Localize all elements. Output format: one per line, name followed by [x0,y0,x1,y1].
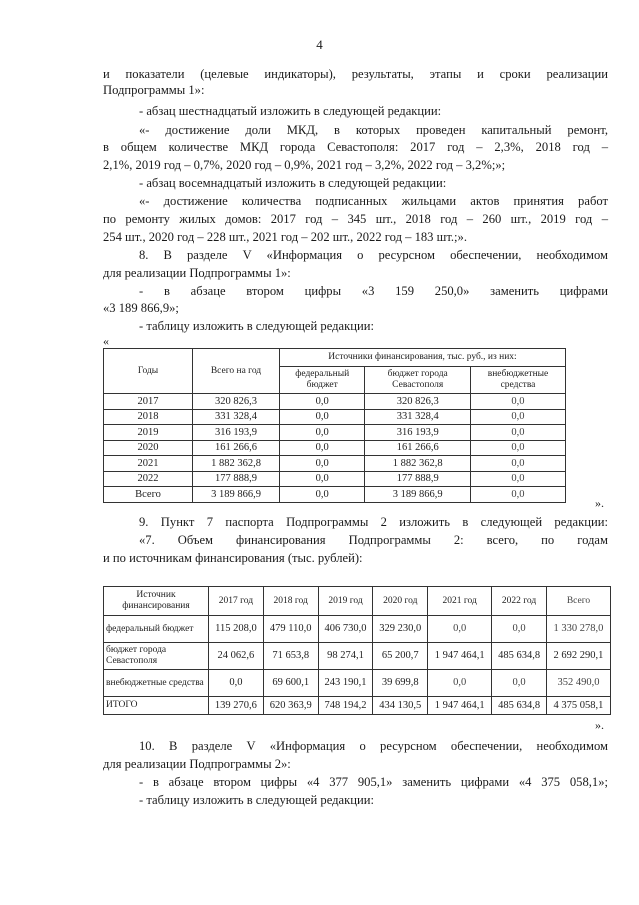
cell-value: 1 330 278,0 [546,616,610,643]
cell-value: 4 375 058,1 [546,697,610,715]
text-line: - абзац шестнадцатый изложить в следующей редакции: [139,104,442,118]
text-line: «- достижение доли МКД, в которых проведен капитальный ремонт, [139,123,608,137]
cell-source: внебюджетные средства [104,670,209,697]
cell-source: федеральный бюджет [104,616,209,643]
cell-federal: 0,0 [280,394,365,410]
header-federal: федеральный бюджет [280,367,365,394]
text-line: - таблицу изложить в следующей редакции: [139,793,374,807]
header-2022: 2022 год [492,587,547,616]
text-line: - таблицу изложить в следующей редакции: [139,319,374,333]
text-line: Подпрограммы 1»: [103,83,205,97]
cell-federal: 0,0 [280,440,365,456]
text-line: - в абзаце втором цифры «3 159 250,0» заменить цифрами [139,284,608,298]
table-row [104,440,566,456]
cell-value: 479 110,0 [263,616,318,643]
cell-source: бюджет города Севастополя [104,643,209,670]
cell-total: 3 189 866,9 [193,487,280,503]
cell-value: 243 190,1 [318,670,373,697]
text-line: по ремонту жилых домов: 2017 год – 345 шт., 2018 год – 260 шт., 2019 год – [103,212,608,226]
text-line: 254 шт., 2020 год – 228 шт., 2021 год – 202 шт., 2022 год – 183 шт.;». [103,230,467,244]
cell-value: 98 274,1 [318,643,373,670]
cell-city: 161 266,6 [365,440,471,456]
header-years: Годы [104,349,193,394]
cell-offbudget: 0,0 [470,487,565,503]
text-line: 2,1%, 2019 год – 0,7%, 2020 год – 0,9%, 2021 год – 3,2%, 2022 год – 3,2%;»; [103,158,506,172]
cell-city: 320 826,3 [365,394,471,410]
cell-source: ИТОГО [104,697,209,715]
cell-value: 406 730,0 [318,616,373,643]
cell-total: 161 266,6 [193,440,280,456]
cell-offbudget: 0,0 [470,409,565,425]
cell-offbudget: 0,0 [470,425,565,441]
cell-value: 39 699,8 [373,670,428,697]
cell-year: 2017 [104,394,193,410]
table-row [104,643,611,670]
cell-value: 69 600,1 [263,670,318,697]
cell-offbudget: 0,0 [470,471,565,487]
header-2020: 2020 год [373,587,428,616]
cell-value: 2 692 290,1 [546,643,610,670]
header-offbudget: внебюджетные средства [470,367,565,394]
cell-value: 139 270,6 [209,697,264,715]
cell-city: 316 193,9 [365,425,471,441]
cell-federal: 0,0 [280,409,365,425]
cell-value: 1 947 464,1 [428,697,492,715]
header-2017: 2017 год [209,587,264,616]
header-2018: 2018 год [263,587,318,616]
quote-close-mark: ». [595,718,604,732]
cell-value: 0,0 [428,670,492,697]
text-line: и по источникам финансирования (тыс. рублей): [103,551,363,565]
text-line: в общем количестве МКД города Севастополя: 2017 год – 2,3%, 2018 год – [103,140,608,154]
cell-value: 65 200,7 [373,643,428,670]
table-row [104,616,611,643]
cell-year: 2022 [104,471,193,487]
cell-total: 331 328,4 [193,409,280,425]
text-line: «3 189 866,9»; [103,301,179,315]
header-total-per-year: Всего на год [193,349,280,394]
cell-value: 0,0 [209,670,264,697]
cell-offbudget: 0,0 [470,440,565,456]
text-line: - абзац восемнадцатый изложить в следующей редакции: [139,176,447,190]
financing-table-subprogram-1 [103,348,566,503]
cell-total: 177 888,9 [193,471,280,487]
text-line: «- достижение количества подписанных жильцами актов принятия работ [139,194,608,208]
cell-year: 2019 [104,425,193,441]
cell-city: 177 888,9 [365,471,471,487]
table-row-total [104,487,566,503]
cell-city: 3 189 866,9 [365,487,471,503]
cell-offbudget: 0,0 [470,456,565,472]
cell-value: 0,0 [492,616,547,643]
text-line: 10. В разделе V «Информация о ресурсном обеспечении, необходимом [139,739,608,753]
cell-value: 434 130,5 [373,697,428,715]
text-line: 8. В разделе V «Информация о ресурсном обеспечении, необходимом [139,248,608,262]
quote-open-mark: « [103,334,109,348]
cell-federal: 0,0 [280,487,365,503]
financing-table-subprogram-2 [103,586,611,715]
cell-value: 352 490,0 [546,670,610,697]
cell-federal: 0,0 [280,456,365,472]
cell-value: 71 653,8 [263,643,318,670]
cell-value: 24 062,6 [209,643,264,670]
header-2021: 2021 год [428,587,492,616]
header-total: Всего [546,587,610,616]
cell-value: 0,0 [428,616,492,643]
text-line: для реализации Подпрограммы 1»: [103,266,291,280]
cell-value: 1 947 464,1 [428,643,492,670]
text-line: «7. Объем финансирования Подпрограммы 2: всего, по годам [139,533,608,547]
header-2019: 2019 год [318,587,373,616]
page-number: 4 [316,37,323,52]
cell-value: 620 363,9 [263,697,318,715]
text-line: для реализации Подпрограммы 2»: [103,757,291,771]
table-row [104,394,566,410]
cell-total: 1 882 362,8 [193,456,280,472]
header-sources-group: Источники финансирования, тыс. руб., из них: [280,349,566,367]
cell-federal: 0,0 [280,425,365,441]
cell-total: 316 193,9 [193,425,280,441]
cell-value: 115 208,0 [209,616,264,643]
cell-value: 748 194,2 [318,697,373,715]
cell-total: 320 826,3 [193,394,280,410]
table-row [104,409,566,425]
cell-value: 485 634,8 [492,643,547,670]
cell-offbudget: 0,0 [470,394,565,410]
table-row [104,456,566,472]
table-row [104,471,566,487]
text-line: - в абзаце втором цифры «4 377 905,1» заменить цифрами «4 375 058,1»; [139,775,608,789]
header-source: Источник финансирования [104,587,209,616]
cell-federal: 0,0 [280,471,365,487]
text-line: 9. Пункт 7 паспорта Подпрограммы 2 изложить в следующей редакции: [139,515,608,529]
table-row [104,425,566,441]
cell-value: 485 634,8 [492,697,547,715]
cell-value: 329 230,0 [373,616,428,643]
cell-city: 1 882 362,8 [365,456,471,472]
cell-city: 331 328,4 [365,409,471,425]
cell-year: 2018 [104,409,193,425]
header-city-budget: бюджет города Севастополя [365,367,471,394]
cell-year: 2021 [104,456,193,472]
cell-year: Всего [104,487,193,503]
quote-close-mark: ». [595,496,604,510]
table-row [104,670,611,697]
cell-year: 2020 [104,440,193,456]
cell-value: 0,0 [492,670,547,697]
text-line: и показатели (целевые индикаторы), результаты, этапы и сроки реализации [103,67,608,81]
table-row-total [104,697,611,715]
